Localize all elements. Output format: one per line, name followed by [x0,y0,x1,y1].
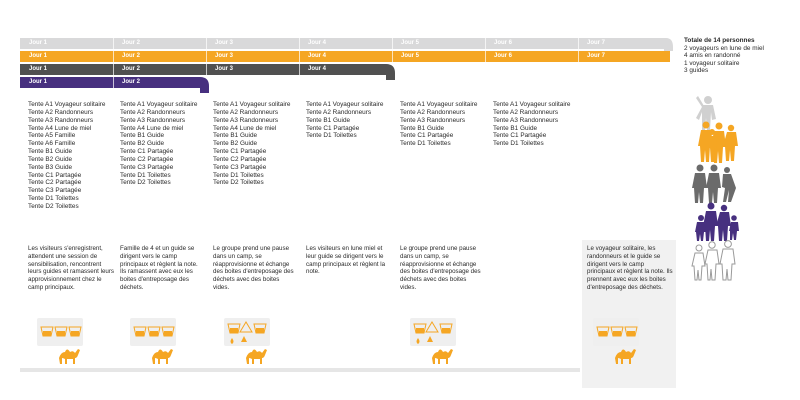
timeline-bar-shape [20,38,673,51]
day-separator [206,38,207,49]
desc-day7: Le voyageur solitaire, les randonneurs et le guide se dirigent vers le camp principaux et règlent la note. Ils prennent avec eux les boites d'entreposage des déchets. [587,245,673,291]
day-label: Jour 2 [122,66,141,72]
tent-item: Tente B2 Guide [28,155,73,163]
tent-list-day2 [120,101,197,187]
day-separator [113,51,114,62]
tent-item: Tente B2 Guide [120,140,165,148]
tent-item: Tente C3 Partagée [120,163,174,171]
day-label: Jour 1 [29,79,48,85]
day-separator [299,38,300,49]
day-separator [113,77,114,88]
tent-item: Tente C1 Partagée [28,171,82,179]
tent-item: Tente D1 Toilettes [213,171,264,179]
day-separator [392,38,393,49]
tent-list-day6 [493,101,570,148]
tent-item: Tente A2 Randonneurs [28,108,94,116]
day-label: Jour 1 [29,66,48,72]
day-separator [206,51,207,62]
day-separator [113,38,114,49]
tent-item: Tente D1 Toilettes [400,140,451,148]
day-label: Jour 4 [308,40,327,46]
tent-item: Tente A3 Randonneurs [213,116,279,124]
bottom-line [20,368,580,372]
tent-item: Tente C1 Partagée [306,124,360,132]
tent-item: Tente D1 Toilettes [306,132,357,140]
tent-item: Tente A4 Lune de miel [213,124,277,132]
tent-item: Tente A3 Randonneurs [28,116,94,124]
tent-item: Tente D1 Toilettes [28,195,79,203]
tent-item: Tente C1 Partagée [493,132,547,140]
day-separator [485,38,486,49]
desc-day5: Le groupe prend une pause dans un camp, se réapprovisionne et échange des boites d'entreposage des déchets avec des boites vides. [400,245,481,291]
desc-day2: Famille de 4 et un guide se dirigent vers le camp principaux et règlent la note. Ils ramassent avec eux les boites d'entreposage des déchets. [120,245,198,291]
day-label: Jour 1 [29,40,48,46]
desc-day4: Les visiteurs en lune miel et leur guide se dirigent vers le camp principaux et règlent la note. [306,245,386,276]
boxes-icon [37,318,97,370]
tent-item: Tente C2 Partagée [120,155,174,163]
day-label: Jour 2 [122,40,141,46]
tent-list-day4 [306,101,383,140]
legend-line: 3 guides [684,67,709,75]
day-label: Jour 2 [122,53,141,59]
day-label: Jour 7 [587,40,606,46]
day-separator [578,38,579,49]
day-label: Jour 3 [215,53,234,59]
tent-item: Tente A2 Randonneurs [213,108,279,116]
tent-item: Tente B1 Guide [213,132,258,140]
legend-line: 4 amis en randonné [684,52,741,60]
tent-item: Tente A4 Lune de miel [28,124,92,132]
resupply-icon [224,318,284,370]
day-label: Jour 6 [494,40,513,46]
day-label: Jour 3 [215,40,234,46]
tent-item: Tente C1 Partagée [400,132,454,140]
people-outline-icon [692,241,735,280]
boxes-icon [593,318,653,370]
tent-list-day5 [400,101,477,148]
day-label: Jour 7 [587,53,606,59]
tent-item: Tente A5 Famille [28,132,76,140]
tent-item: Tente D2 Toilettes [120,179,171,187]
tent-item: Tente A2 Randonneurs [400,108,466,116]
day-separator [299,51,300,62]
day-label: Jour 2 [122,79,141,85]
tent-item: Tente A3 Randonneurs [493,116,559,124]
people-grey-icon [692,165,736,204]
tent-item: Tente C1 Partagée [213,148,267,156]
desc-day1: Les visiteurs s'enregistrent, attendent une session de sensibilisation, rencontrent leurs guides et ramassent leurs approvisionnement chez le camp principaux. [28,245,114,291]
day-separator [392,51,393,62]
tent-item: Tente A6 Famille [28,140,76,148]
timeline-row-dark [20,64,392,75]
camel-icon [59,349,80,364]
day-label: Jour 4 [308,53,327,59]
tent-item: Tente A1 Voyageur solitaire [306,101,384,108]
tent-list-day1 [28,101,105,211]
tent-list-day3 [213,101,290,187]
tent-item: Tente A2 Randonneurs [120,108,186,116]
camel-icon [615,349,636,364]
timeline-row-purple [20,77,206,88]
timeline-bar-shape [20,77,209,93]
tent-item: Tente B1 Guide [120,132,165,140]
day-separator [113,64,114,75]
tent-item: Tente C2 Partagée [28,179,82,187]
tent-item: Tente A4 Lune de miel [120,124,184,132]
tent-item: Tente B3 Guide [28,163,73,171]
tent-item: Tente C3 Partagée [28,187,82,195]
timeline-row-light [20,38,670,49]
legend-title: Totale de 14 personnes [684,37,755,44]
day-separator [206,64,207,75]
tent-item: Tente A1 Voyageur solitaire [28,101,106,108]
boxes-icon [130,318,190,370]
tent-item: Tente A1 Voyageur solitaire [400,101,478,108]
people-purple-icon [695,203,739,242]
day-label: Jour 1 [29,53,48,59]
camel-icon [246,349,267,364]
tent-item: Tente C2 Partagée [213,155,267,163]
tent-item: Tente A2 Randonneurs [306,108,372,116]
people-figures [684,92,754,292]
tent-item: Tente A1 Voyageur solitaire [120,101,198,108]
desc-day3: Le groupe prend une pause dans un camp, se réapprovisionne et échange des boites d'entreposage des déchets avec des boites vides. [213,245,294,291]
day-label: Jour 6 [494,53,513,59]
tent-item: Tente C1 Partagée [120,148,174,156]
legend [684,37,764,75]
legend-line: 2 voyageurs en lune de miel [684,44,764,52]
tent-item: Tente D1 Toilettes [120,171,171,179]
tent-item: Tente A3 Randonneurs [400,116,466,124]
timeline-bar-shape [20,51,670,62]
tent-item: Tente D2 Toilettes [213,179,264,187]
day-separator [299,64,300,75]
day-label: Jour 5 [401,53,420,59]
tent-item: Tente B1 Guide [28,148,73,156]
tent-item: Tente A1 Voyageur solitaire [213,101,291,108]
tent-item: Tente B1 Guide [306,116,351,124]
tent-item: Tente B1 Guide [493,124,538,132]
resupply-icon [410,318,470,370]
day-label: Jour 5 [401,40,420,46]
timeline-row-orange [20,51,670,62]
tent-item: Tente B2 Guide [213,140,258,148]
tent-item: Tente D1 Toilettes [493,140,544,148]
legend-line: 1 voyageur solitaire [684,59,740,67]
tent-item: Tente C3 Partagée [213,163,267,171]
day-label: Jour 4 [308,66,327,72]
camel-icon [432,349,453,364]
tent-item: Tente A3 Randonneurs [120,116,186,124]
tent-item: Tente A1 Voyageur solitaire [493,101,571,108]
day-label: Jour 3 [215,66,234,72]
tent-item: Tente D2 Toilettes [28,202,79,210]
day-separator [485,51,486,62]
people-orange-icon [698,122,738,164]
tent-item: Tente B1 Guide [400,124,445,132]
tent-item: Tente A2 Randonneurs [493,108,559,116]
day-separator [578,51,579,62]
camel-icon [152,349,173,364]
